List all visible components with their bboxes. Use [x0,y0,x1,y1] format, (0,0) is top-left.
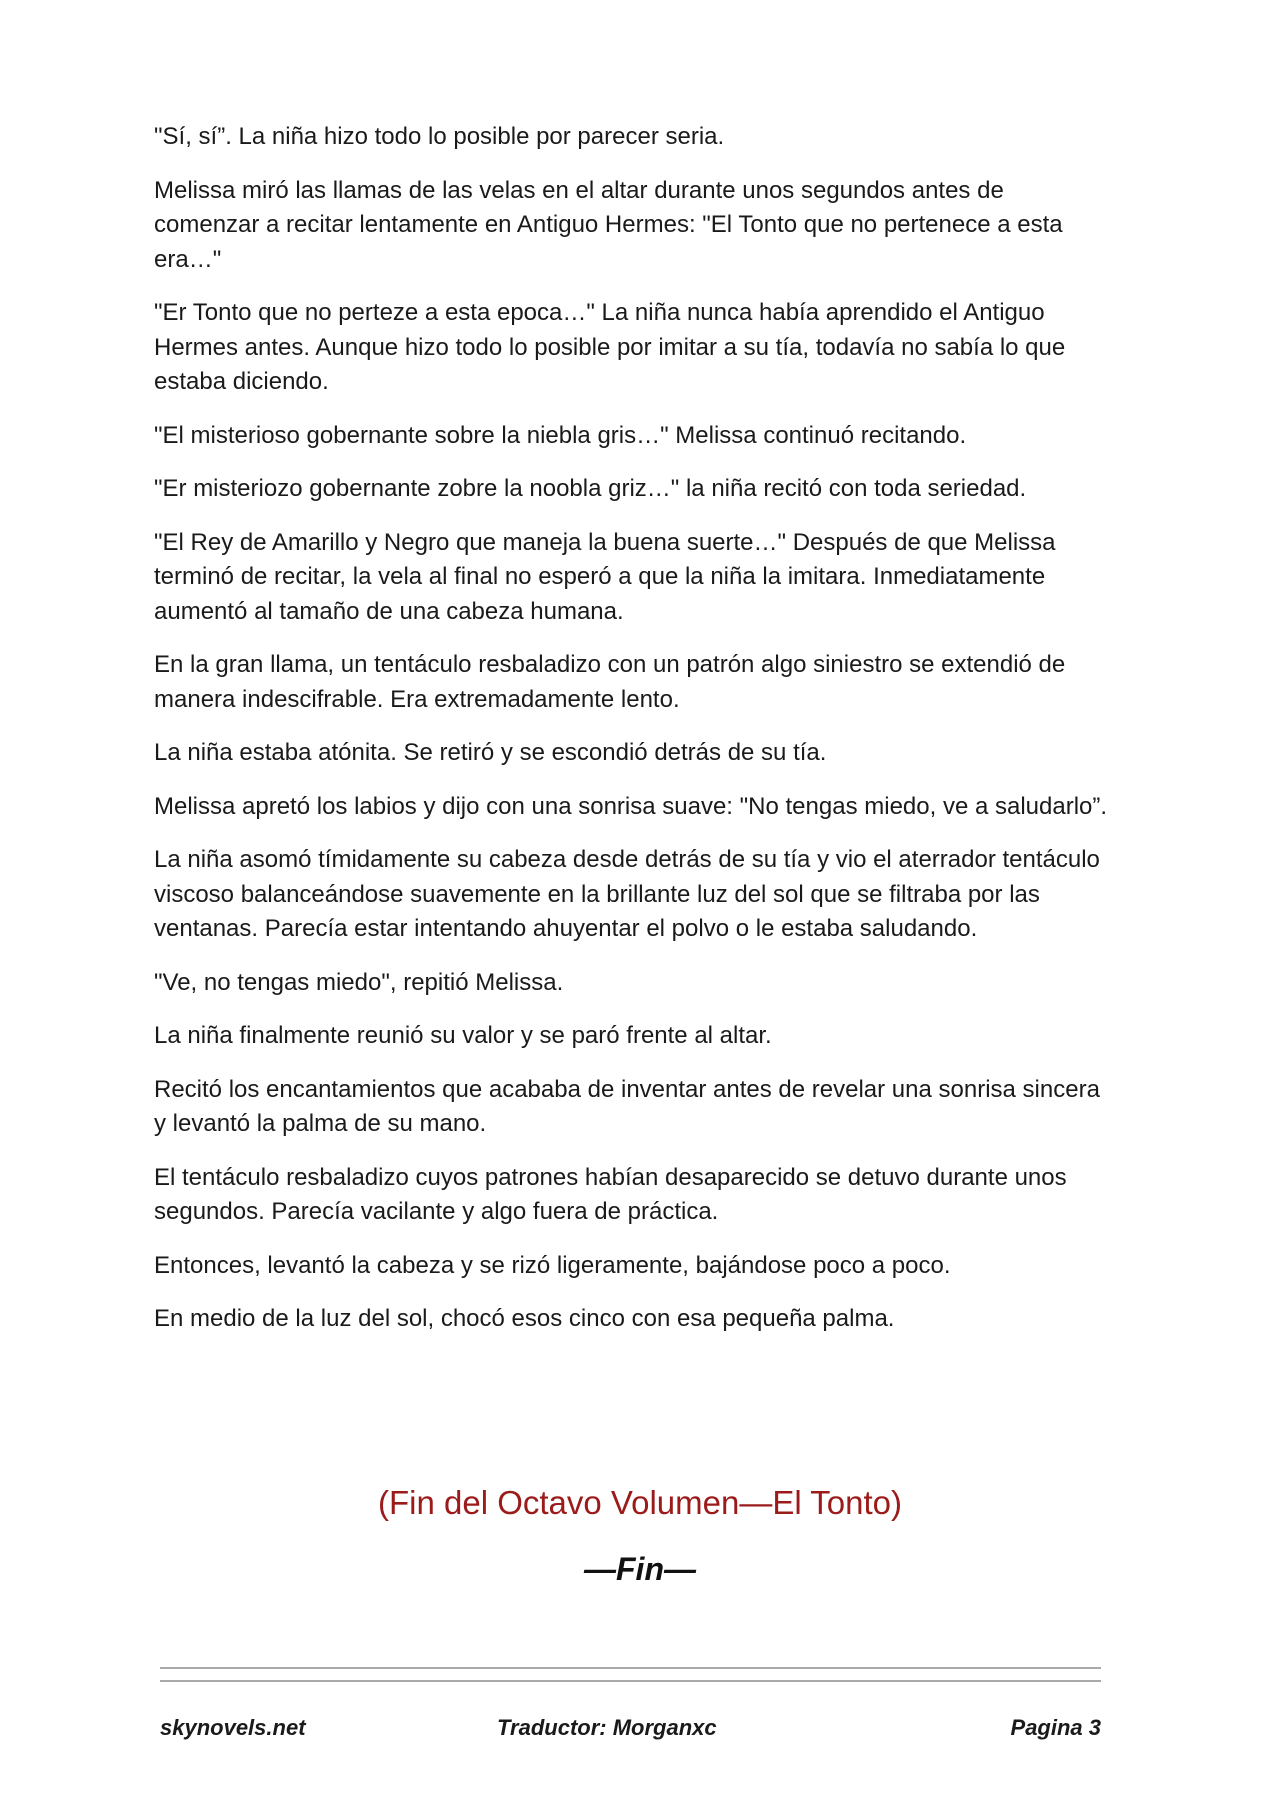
paragraph: En medio de la luz del sol, chocó esos cinco con esa pequeña palma. [154,1305,895,1332]
paragraph: Melissa apretó los labios y dijo con una sonrisa suave: "No tengas miedo, ve a saludarlo”. [154,792,1108,820]
footer-divider [160,1680,1101,1682]
paragraph: "Er Tonto que no perteze a esta epoca…" La niña nunca había aprendido el Antiguo Hermes antes. Aunque hizo todo lo posible por imitar a su tía, todavía no sabía lo que estaba diciendo. [154,299,1066,395]
paragraph: "El Rey de Amarillo y Negro que maneja la buena suerte…" Después de que Melissa terminó de recitar, la vela al final no esperó a que la niña la imitara. Inmediatamente aumentó al tamaño de una cabeza humana. [154,528,1056,625]
paragraph: "Sí, sí”. La niña hizo todo lo posible por parecer seria. [154,123,725,150]
paragraph: "Ve, no tengas miedo", repitió Melissa. [154,968,564,996]
footer-translator: Traductor: Morganxc [497,1715,717,1740]
chapter-body [154,120,1114,1356]
paragraph: Recitó los encantamientos que acababa de inventar antes de revelar una sonrisa sincera y levantó la palma de su mano. [154,1075,1100,1137]
footer-site: skynovels.net [160,1715,306,1740]
paragraph: "El misterioso gobernante sobre la niebla gris…" Melissa continuó recitando. [154,421,967,449]
paragraph: El tentáculo resbaladizo cuyos patrones habían desaparecido se detuvo durante unos segundos. Parecía vacilante y algo fuera de práctica. [154,1163,1067,1225]
footer-page-number: Pagina 3 [1010,1715,1101,1740]
fin-marker: —Fin— [584,1551,696,1587]
volume-end-note: (Fin del Octavo Volumen—El Tonto) [378,1484,902,1521]
paragraph: La niña asomó tímidamente su cabeza desde detrás de su tía y vio el aterrador tentáculo viscoso balanceándose suavemente en la brillante luz del sol que se filtraba por las ventanas. Parecía estar intentando ahuyentar el polvo o le estaba saludando. [154,846,1100,942]
footer-divider [160,1667,1101,1669]
paragraph: Entonces, levantó la cabeza y se rizó ligeramente, bajándose poco a poco. [154,1251,951,1279]
paragraph: La niña estaba atónita. Se retiró y se escondió detrás de su tía. [154,739,827,766]
paragraph: En la gran llama, un tentáculo resbaladizo con un patrón algo siniestro se extendió de manera indescifrable. Era extremadamente lento. [154,651,1066,713]
paragraph: La niña finalmente reunió su valor y se paró frente al altar. [154,1022,772,1049]
paragraph: Melissa miró las llamas de las velas en el altar durante unos segundos antes de comenzar a recitar lentamente en Antiguo Hermes: "El Tonto que no pertenece a esta era…" [154,176,1063,273]
paragraph: "Er misteriozo gobernante zobre la noobla griz…" la niña recitó con toda seriedad. [154,475,1027,502]
